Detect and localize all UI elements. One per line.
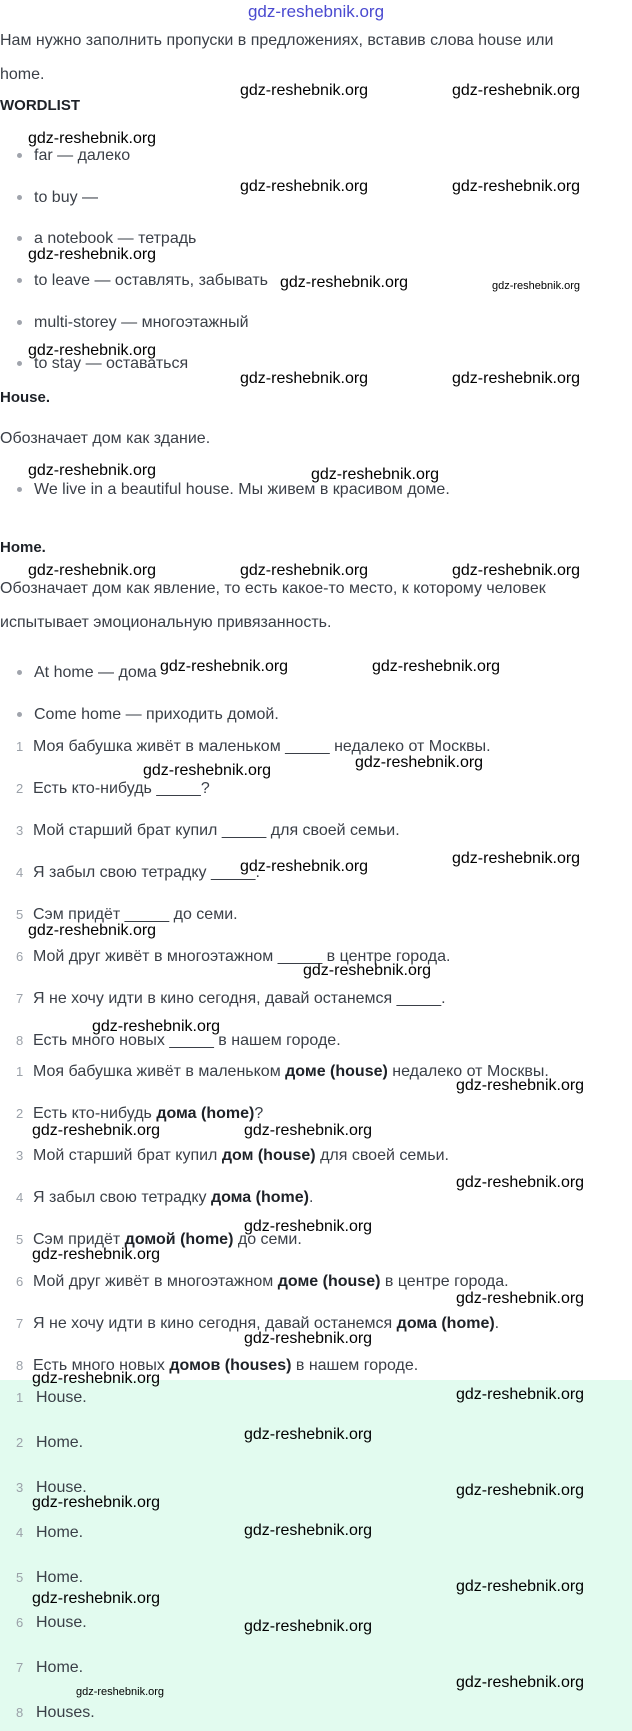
exercise-text: Есть кто-нибудь _____?	[33, 780, 210, 797]
home-example	[17, 706, 279, 724]
item-number: 2	[16, 781, 24, 796]
watermark: gdz-reshebnik.org	[28, 462, 157, 479]
filled-before: Я не хочу идти в кино сегодня, давай останемся	[33, 1315, 397, 1332]
exercise-text: Моя бабушка живёт в маленьком _____ недалеко от Москвы.	[33, 738, 491, 755]
filled-answer: дом (house)	[221, 1147, 316, 1164]
watermark: gdz-reshebnik.org	[456, 1077, 585, 1094]
exercise-text: Я не хочу идти в кино сегодня, давай останемся _____.	[33, 990, 446, 1007]
wordlist-item-text: far — далеко	[34, 147, 131, 164]
home-example	[17, 664, 157, 682]
filled-before: Мой друг живёт в многоэтажном	[33, 1273, 278, 1290]
item-number: 7	[16, 991, 24, 1006]
watermark: gdz-reshebnik.org	[240, 178, 369, 195]
filled-after: .	[494, 1315, 500, 1332]
bullet-icon	[17, 487, 22, 492]
watermark: gdz-reshebnik.org	[32, 1122, 161, 1139]
home-example-text: At home — дома	[34, 664, 157, 681]
watermark: gdz-reshebnik.org	[240, 562, 369, 579]
watermark: gdz-reshebnik.org	[76, 1686, 165, 1698]
answer-text: Home.	[36, 1434, 84, 1451]
filled-after: для своей семьи.	[315, 1147, 449, 1164]
exercise-text: Мой друг живёт в многоэтажном _____ в центре города.	[33, 948, 451, 965]
item-number: 5	[16, 907, 24, 922]
answer-text: House.	[36, 1389, 87, 1406]
bullet-icon	[17, 361, 22, 366]
bullet-icon	[17, 712, 22, 717]
bullet-icon	[17, 670, 22, 675]
item-number: 1	[16, 1390, 24, 1405]
watermark: gdz-reshebnik.org	[244, 1426, 373, 1443]
home-title: Home.	[0, 539, 46, 556]
watermark: gdz-reshebnik.org	[240, 858, 369, 875]
filled-answer: доме (house)	[285, 1063, 388, 1080]
filled-before: Мой старший брат купил	[33, 1147, 222, 1164]
answer-text: Houses.	[36, 1704, 95, 1721]
watermark: gdz-reshebnik.org	[28, 130, 157, 147]
watermark: gdz-reshebnik.org	[28, 562, 157, 579]
answer-text: House.	[36, 1479, 87, 1496]
wordlist-item	[17, 314, 249, 332]
item-number: 3	[16, 1480, 24, 1495]
watermark: gdz-reshebnik.org	[456, 1386, 585, 1403]
watermark: gdz-reshebnik.org	[92, 1018, 221, 1035]
watermark: gdz-reshebnik.org	[32, 1370, 161, 1387]
item-number: 5	[16, 1570, 24, 1585]
watermark: gdz-reshebnik.org	[244, 1330, 373, 1347]
bullet-icon	[17, 153, 22, 158]
exercise-item	[16, 990, 446, 1008]
site-header-link[interactable]: gdz-reshebnik.org	[247, 2, 385, 21]
item-number: 7	[16, 1660, 24, 1675]
item-number: 1	[16, 739, 24, 754]
bullet-icon	[17, 320, 22, 325]
watermark: gdz-reshebnik.org	[372, 658, 501, 675]
watermark: gdz-reshebnik.org	[28, 246, 157, 263]
home-example-text: Come home — приходить домой.	[34, 706, 279, 723]
item-number: 8	[16, 1033, 24, 1048]
answer-item	[16, 1524, 83, 1542]
answer-item	[16, 1569, 83, 1587]
watermark: gdz-reshebnik.org	[160, 658, 289, 675]
wordlist-item	[17, 189, 98, 207]
filled-before: Есть много новых	[33, 1357, 170, 1374]
filled-after: в центре города.	[380, 1273, 509, 1290]
filled-before: Есть кто-нибудь	[33, 1105, 157, 1122]
watermark: gdz-reshebnik.org	[244, 1522, 373, 1539]
answer-text: Home.	[36, 1569, 84, 1586]
filled-before: Я забыл свою тетрадку	[33, 1189, 211, 1206]
watermark: gdz-reshebnik.org	[456, 1482, 585, 1499]
watermark: gdz-reshebnik.org	[32, 1246, 161, 1263]
watermark: gdz-reshebnik.org	[452, 562, 581, 579]
item-number: 3	[16, 1148, 24, 1163]
exercise-text: Есть много новых _____ в нашем городе.	[33, 1032, 341, 1049]
watermark: gdz-reshebnik.org	[456, 1578, 585, 1595]
item-number: 6	[16, 949, 24, 964]
bullet-icon	[17, 195, 22, 200]
filled-answer: домов (houses)	[169, 1357, 292, 1374]
home-description-line-1: Обозначает дом как явление, то есть какое-то место, к которому человек	[0, 580, 546, 597]
filled-after: .	[308, 1189, 314, 1206]
watermark: gdz-reshebnik.org	[280, 274, 409, 291]
home-description-line-2: испытывает эмоциональную привязанность.	[0, 614, 332, 631]
intro-line-1: Нам нужно заполнить пропуски в предложениях, вставив слова house или	[0, 32, 554, 49]
filled-answer: доме (house)	[277, 1273, 381, 1290]
watermark: gdz-reshebnik.org	[32, 1494, 161, 1511]
wordlist-item-text: to buy —	[34, 189, 99, 206]
answer-item	[16, 1659, 83, 1677]
wordlist-item-text: a notebook — тетрадь	[34, 230, 197, 247]
filled-before: Моя бабушка живёт в маленьком	[33, 1063, 286, 1080]
watermark: gdz-reshebnik.org	[28, 342, 157, 359]
filled-item	[16, 1105, 263, 1123]
exercise-item	[16, 780, 210, 798]
filled-item	[16, 1189, 313, 1207]
wordlist-title: WORDLIST	[0, 97, 80, 114]
exercise-item	[16, 864, 260, 882]
filled-after: в нашем городе.	[291, 1357, 419, 1374]
filled-item	[16, 1147, 449, 1165]
item-number: 6	[16, 1615, 24, 1630]
wordlist-item	[17, 272, 268, 290]
item-number: 5	[16, 1232, 24, 1247]
answer-text: Home.	[36, 1524, 84, 1541]
item-number: 8	[16, 1358, 24, 1373]
filled-after: ?	[254, 1105, 264, 1122]
watermark: gdz-reshebnik.org	[244, 1218, 373, 1235]
filled-before: Сэм придёт	[33, 1231, 125, 1248]
watermark: gdz-reshebnik.org	[492, 280, 581, 292]
item-number: 7	[16, 1316, 24, 1331]
house-title: House.	[0, 389, 51, 406]
watermark: gdz-reshebnik.org	[355, 754, 484, 771]
wordlist-item	[17, 147, 130, 165]
item-number: 4	[16, 1525, 24, 1540]
filled-answer: дома (home)	[210, 1189, 309, 1206]
answer-item	[16, 1704, 95, 1722]
watermark: gdz-reshebnik.org	[456, 1174, 585, 1191]
filled-answer: дома (home)	[396, 1315, 495, 1332]
item-number: 6	[16, 1274, 24, 1289]
wordlist-item-text: multi-storey — многоэтажный	[34, 314, 249, 331]
answer-text: Home.	[36, 1659, 84, 1676]
item-number: 3	[16, 823, 24, 838]
wordlist-item-text: to stay — оставаться	[34, 355, 189, 372]
item-number: 2	[16, 1435, 24, 1450]
filled-item	[16, 1273, 509, 1291]
filled-after: недалеко от Москвы.	[387, 1063, 549, 1080]
answer-item	[16, 1389, 87, 1407]
item-number: 8	[16, 1705, 24, 1720]
answer-item	[16, 1614, 87, 1632]
watermark: gdz-reshebnik.org	[452, 370, 581, 387]
watermark: gdz-reshebnik.org	[303, 962, 432, 979]
item-number: 4	[16, 1190, 24, 1205]
answer-text: House.	[36, 1614, 87, 1631]
item-number: 2	[16, 1106, 24, 1121]
bullet-icon	[17, 236, 22, 241]
watermark: gdz-reshebnik.org	[240, 370, 369, 387]
exercise-text: Я забыл свою тетрадку _____.	[33, 864, 260, 881]
watermark: gdz-reshebnik.org	[244, 1122, 373, 1139]
exercise-text: Сэм придёт _____ до семи.	[33, 906, 238, 923]
answer-item	[16, 1434, 83, 1452]
bullet-icon	[17, 278, 22, 283]
filled-answer: дома (home)	[156, 1105, 255, 1122]
house-description: Обозначает дом как здание.	[0, 430, 211, 447]
watermark: gdz-reshebnik.org	[456, 1674, 585, 1691]
watermark: gdz-reshebnik.org	[452, 82, 581, 99]
watermark: gdz-reshebnik.org	[311, 466, 440, 483]
watermark: gdz-reshebnik.org	[240, 82, 369, 99]
filled-after: до семи.	[233, 1231, 302, 1248]
filled-answer: домой (home)	[124, 1231, 234, 1248]
watermark: gdz-reshebnik.org	[28, 922, 157, 939]
watermark: gdz-reshebnik.org	[452, 178, 581, 195]
house-example-text: We live in a beautiful house. Мы живем в красивом доме.	[34, 481, 450, 498]
exercise-item	[16, 822, 400, 840]
watermark: gdz-reshebnik.org	[32, 1590, 161, 1607]
watermark: gdz-reshebnik.org	[244, 1618, 373, 1635]
intro-line-2: home.	[0, 66, 45, 83]
watermark: gdz-reshebnik.org	[456, 1290, 585, 1307]
item-number: 1	[16, 1064, 24, 1079]
item-number: 4	[16, 865, 24, 880]
exercise-text: Мой старший брат купил _____ для своей семьи.	[33, 822, 400, 839]
wordlist-item-text: to leave — оставлять, забывать	[34, 272, 268, 289]
watermark: gdz-reshebnik.org	[452, 850, 581, 867]
watermark: gdz-reshebnik.org	[143, 762, 272, 779]
